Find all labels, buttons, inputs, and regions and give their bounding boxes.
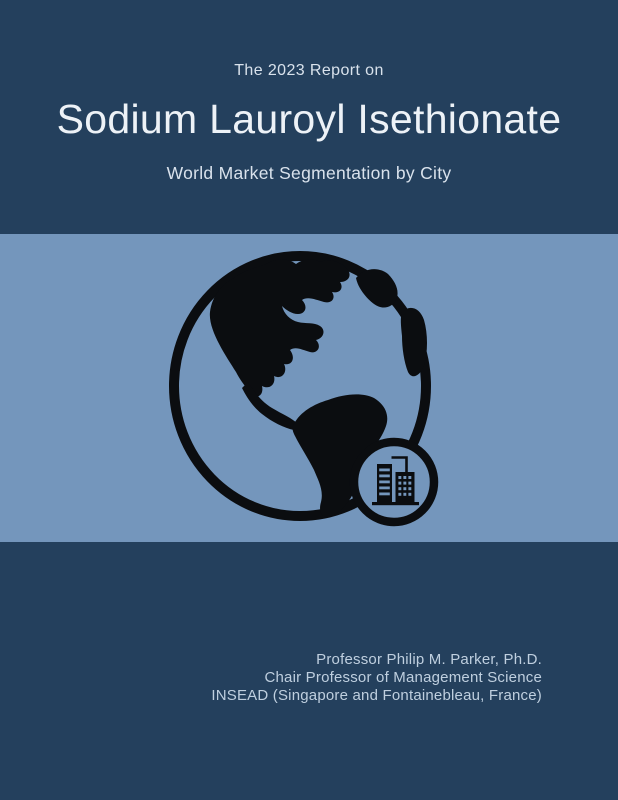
author-name: Professor Philip M. Parker, Ph.D. [316, 651, 542, 668]
north-america-shape [210, 259, 350, 396]
east-rim-landmass-shape [401, 308, 427, 376]
globe-americas-icon [0, 234, 618, 542]
author-institution: INSEAD (Singapore and Fontainebleau, France) [211, 687, 542, 704]
central-america-shape [242, 382, 298, 430]
report-subtitle: World Market Segmentation by City [166, 163, 452, 183]
hero-band [0, 234, 618, 542]
author-block [211, 651, 542, 705]
author-role: Chair Professor of Management Science [264, 669, 542, 686]
greenland-shape [356, 269, 398, 307]
report-kicker: The 2023 Report on [234, 62, 384, 79]
report-title: Sodium Lauroyl Isethionate [56, 96, 562, 142]
city-badge-circle [354, 442, 434, 522]
